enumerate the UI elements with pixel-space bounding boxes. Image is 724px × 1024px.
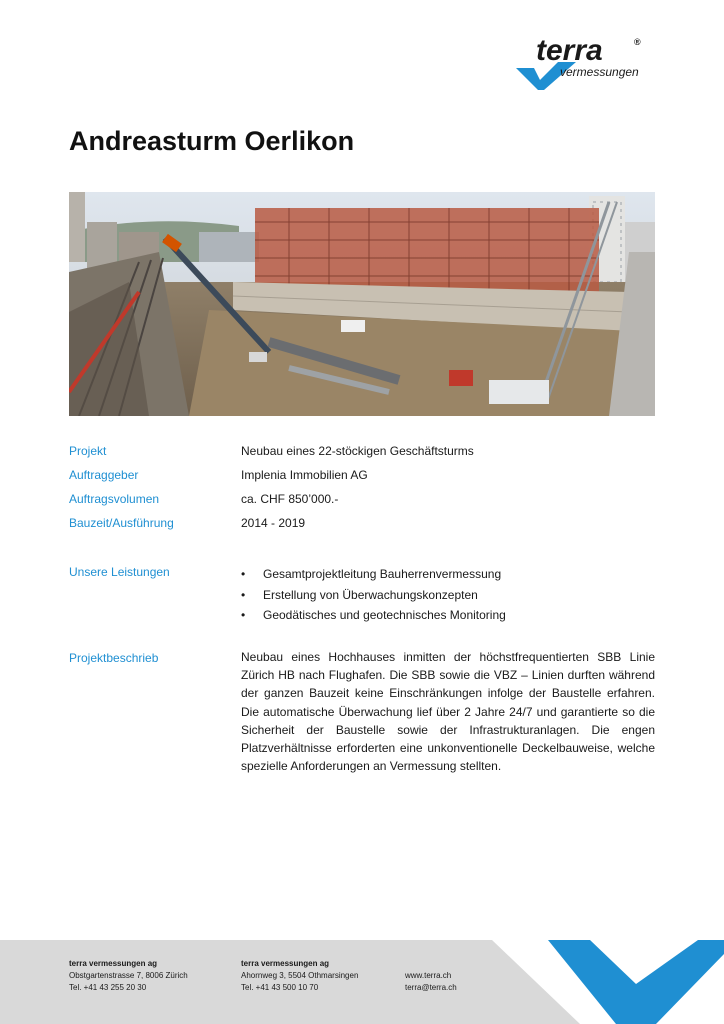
footer-address: Obstgartenstrasse 7, 8006 Zürich <box>69 971 188 980</box>
logo-registered-mark: ® <box>634 37 641 47</box>
value-projekt: Neubau eines 22-stöckigen Geschäftsturms <box>241 444 474 458</box>
list-item: • Gesamtprojektleitung Bauherrenvermessung <box>241 564 506 585</box>
footer-phone: Tel. +41 43 255 20 30 <box>69 983 147 992</box>
footer-contact <box>405 970 457 994</box>
label-auftraggeber: Auftraggeber <box>69 468 139 482</box>
company-logo <box>514 34 664 94</box>
list-item: • Erstellung von Überwachungskonzepten <box>241 585 506 606</box>
page-title: Andreasturm Oerlikon <box>69 126 355 156</box>
logo-subtitle: vermessungen <box>560 65 639 79</box>
services-list <box>241 564 506 626</box>
footer-address: Ahornweg 3, 5504 Othmarsingen <box>241 971 359 980</box>
list-item: • Geodätisches und geotechnisches Monitoring <box>241 605 506 626</box>
label-projekt: Projekt <box>69 444 107 458</box>
project-description: Neubau eines Hochhauses inmitten der höchstfrequentierten SBB Linie Zürich HB nach Flughafen. Die SBB sowie die VBZ – Linien durften während der ganzen Bauzeit keine Einschränkungen infolge der Baustelle erfahren. Die automatische Überwachung lief über 2 Jahre 24/7 und garantierte so die Sicherheit der Baustelle sowie der Infrastrukturanlagen. Die engen Platzverhältnisse erforderten eine unkonventionelle Deckelbauweise, welche spezielle Anforderungen an Vermessung stellten. <box>241 650 655 774</box>
label-auftragsvolumen: Auftragsvolumen <box>69 492 160 506</box>
logo-wordmark: terra <box>536 34 603 67</box>
footer-email-link[interactable]: terra@terra.ch <box>405 983 457 992</box>
value-auftraggeber: Implenia Immobilien AG <box>241 468 368 482</box>
value-auftragsvolumen: ca. CHF 850’000.- <box>241 492 339 506</box>
footer-company-name: terra vermessungen ag <box>241 959 330 968</box>
footer-website-link[interactable]: www.terra.ch <box>405 971 452 980</box>
footer-office-othmarsingen <box>241 958 358 994</box>
footer-phone: Tel. +41 43 500 10 70 <box>241 983 319 992</box>
label-projektbeschrieb: Projektbeschrieb <box>69 651 159 665</box>
construction-site-photo <box>69 192 655 416</box>
footer-company-name: terra vermessungen ag <box>69 959 158 968</box>
label-leistungen: Unsere Leistungen <box>69 565 170 579</box>
page-footer <box>0 940 724 1024</box>
value-bauzeit: 2014 - 2019 <box>241 516 306 530</box>
label-bauzeit: Bauzeit/Ausführung <box>69 516 174 530</box>
footer-office-zurich <box>69 958 188 994</box>
